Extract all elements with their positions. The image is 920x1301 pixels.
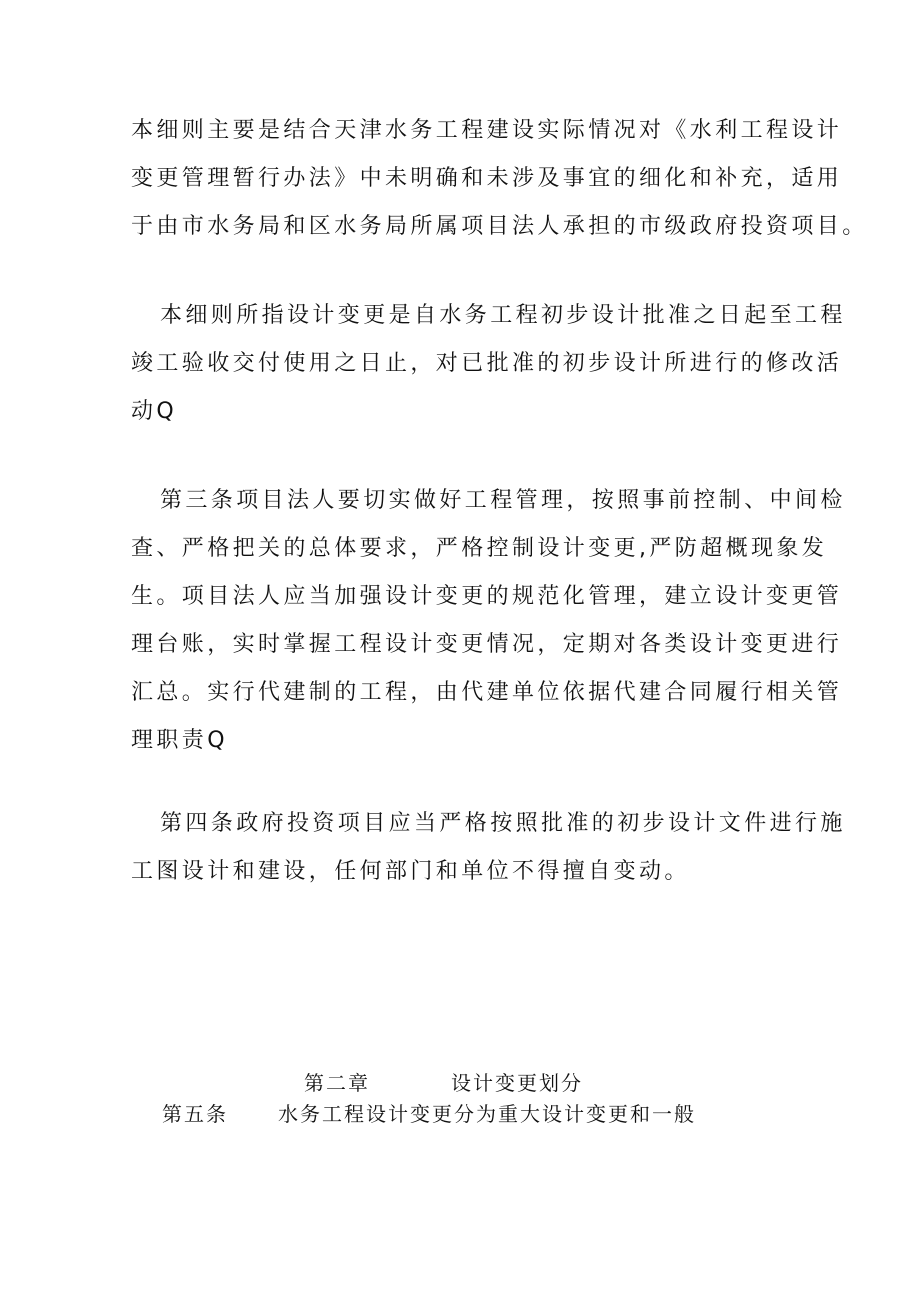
paragraph-4-line-2: 工图设计和建设，任何部门和单位不得擅自变动。 bbox=[131, 859, 690, 884]
chapter-title: 设计变更划分 bbox=[451, 1071, 583, 1095]
paragraph-2-line-2: 竣工验收交付使用之日止，对已批准的初步设计所进行的修改活 bbox=[131, 351, 843, 376]
paragraph-3-line-6: 理职责Q bbox=[131, 728, 228, 753]
article-5-label: 第五条 bbox=[162, 1102, 228, 1126]
paragraph-3-line-4: 理台账，实时掌握工程设计变更情况，定期对各类设计变更进行 bbox=[131, 632, 843, 657]
paragraph-1-line-3: 于由市水务局和区水务局所属项目法人承担的市级政府投资项目。 bbox=[131, 214, 868, 239]
paragraph-1-line-1: 本细则主要是结合天津水务工程建设实际情况对《水利工程设计 bbox=[131, 118, 843, 143]
paragraph-2-line-1: 本细则所指设计变更是自水务工程初步设计批准之日起至工程 bbox=[160, 303, 846, 328]
chapter-number: 第二章 bbox=[304, 1071, 370, 1095]
paragraph-2-line-3: 动Q bbox=[131, 399, 178, 424]
paragraph-3-line-2: 查、严格把关的总体要求，严格控制设计变更,严防超概现象发 bbox=[131, 536, 828, 561]
paragraph-3-line-3: 生。项目法人应当加强设计变更的规范化管理，建立设计变更管 bbox=[131, 584, 843, 609]
article-5-text: 水务工程设计变更分为重大设计变更和一般 bbox=[278, 1102, 696, 1126]
paragraph-4-line-1: 第四条政府投资项目应当严格按照批准的初步设计文件进行施 bbox=[160, 811, 846, 836]
paragraph-3-line-1: 第三条项目法人要切实做好工程管理，按照事前控制、中间检 bbox=[160, 488, 846, 513]
paragraph-3-line-5: 汇总。实行代建制的工程，由代建单位依据代建合同履行相关管 bbox=[131, 680, 843, 705]
paragraph-1-line-2: 变更管理暂行办法》中未明确和未涉及事宜的细化和补充，适用 bbox=[131, 166, 843, 191]
